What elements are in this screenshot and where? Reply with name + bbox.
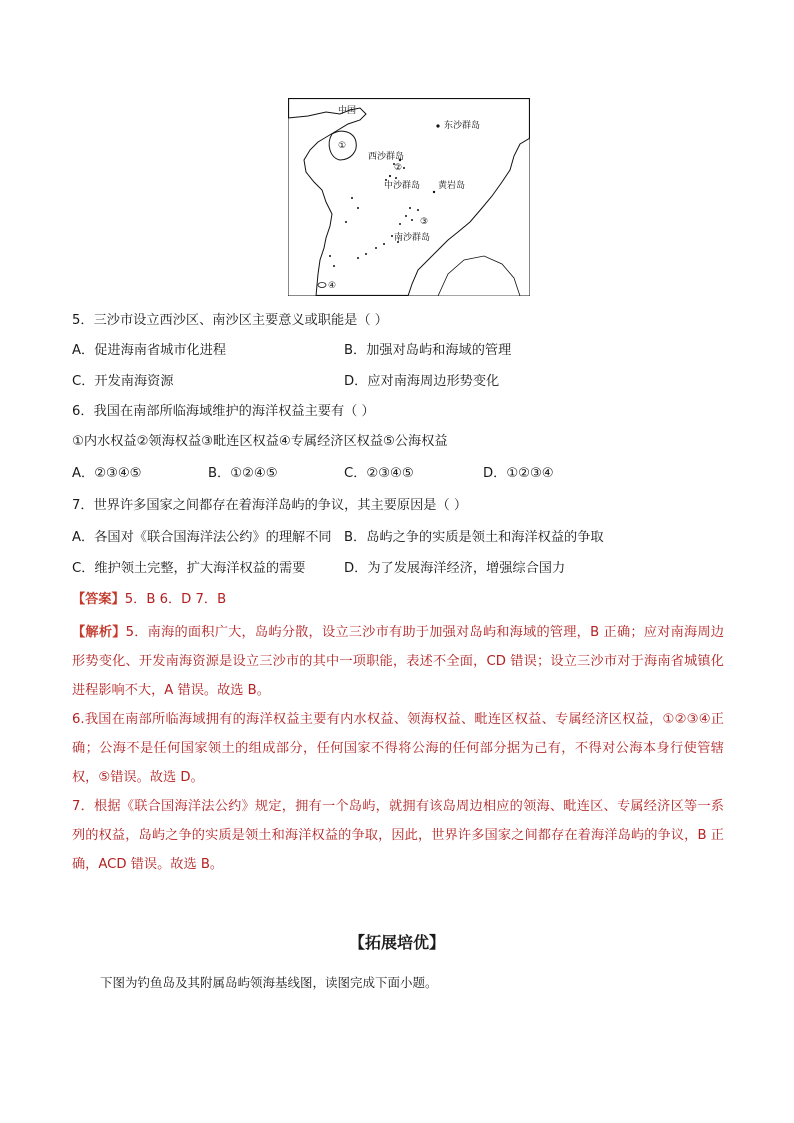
map-label-marker-1: ① [338,141,347,151]
map-figure [288,98,530,296]
section-intro: 下图为钓鱼岛及其附属岛屿领海基线图，读图完成下面小题。 [100,975,438,990]
analysis-paragraph-7: 7．根据《联合国海洋法公约》规定，拥有一个岛屿，就拥有该岛周边相应的领海、毗连区、专属经济区等一系列的权益，岛屿之争的实质是领土和海洋权益的争取，因此，世界许多国家之间都存在着海洋岛屿的争议，B 正确，ACD 错误。故选 B。 [72,799,724,872]
question-6-option-b: B．①②④⑤ [208,466,278,481]
question-7-option-d: D．为了发展海洋经济，增强综合国力 [344,561,566,576]
south-china-sea-map [288,98,530,296]
question-5-stem: 5．三沙市设立西沙区、南沙区主要意义或职能是（ ） [72,313,388,328]
answer-value: 5．B 6．D 7．B [124,592,227,607]
question-5-option-c: C．开发南海资源 [72,374,174,389]
question-7-option-b: B．岛屿之争的实质是领土和海洋权益的争取 [344,530,604,545]
question-6-stem: 6．我国在南部所临海域维护的海洋权益主要有（ ） [72,404,375,419]
question-7-option-a: A．各国对《联合国海洋法公约》的理解不同 [72,530,332,545]
question-6-items: ①内水权益②领海权益③毗连区权益④专属经济区权益⑤公海权益 [72,434,448,449]
question-6-option-d: D．①②③④ [483,466,554,481]
map-label-xisha: 西沙群岛 [368,152,405,162]
analysis-label: 【解析】 [72,625,126,640]
question-7-stem: 7．世界许多国家之间都存在着海洋岛屿的争议，其主要原因是（ ） [72,498,468,513]
analysis-block [72,618,724,879]
question-7-option-c: C．维护领土完整，扩大海洋权益的需要 [72,561,306,576]
map-label-dongsha: 东沙群岛 [444,121,481,131]
question-5-option-a: A．促进海南省城市化进程 [72,343,227,358]
question-6-option-a: A．②③④⑤ [72,466,142,481]
analysis-paragraph-6: 6.我国在南部所临海域拥有的海洋权益主要有内水权益、领海权益、毗连区权益、专属经济区权益，①②③④正确；公海不是任何国家领土的组成部分，任何国家不得将公海的任何部分据为己有，不得对公海本身行使管辖权，⑤错误。故选 D。 [72,712,724,785]
map-label-marker-4: ④ [328,281,337,291]
map-label-marker-2: ② [394,163,403,173]
question-5-option-d: D．应对南海周边形势变化 [344,374,500,389]
section-title: 【拓展培优】 [348,933,445,952]
question-6-option-c: C．②③④⑤ [344,466,414,481]
question-5-option-b: B．加强对岛屿和海域的管理 [344,343,512,358]
map-label-marker-3: ③ [420,217,429,227]
answer-line [72,590,226,610]
map-label-zhongsha: 中沙群岛 [384,181,421,191]
map-label-nansha: 南沙群岛 [394,233,431,243]
answer-label: 【答案】 [72,592,125,607]
map-label-china: 中国 [338,106,357,116]
analysis-text-5: 5．南海的面积广大，岛屿分散，设立三沙市有助于加强对岛屿和海域的管理，B 正确；应对南海周边形势变化、开发南海资源是设立三沙市的其中一项职能，表述不全面，CD 错误；设立三沙市对于海南省城镇化进程影响不大，A 错误。故选 B。 [72,625,724,698]
analysis-paragraph-5 [72,618,724,705]
map-label-huangyan: 黄岩岛 [438,181,466,191]
